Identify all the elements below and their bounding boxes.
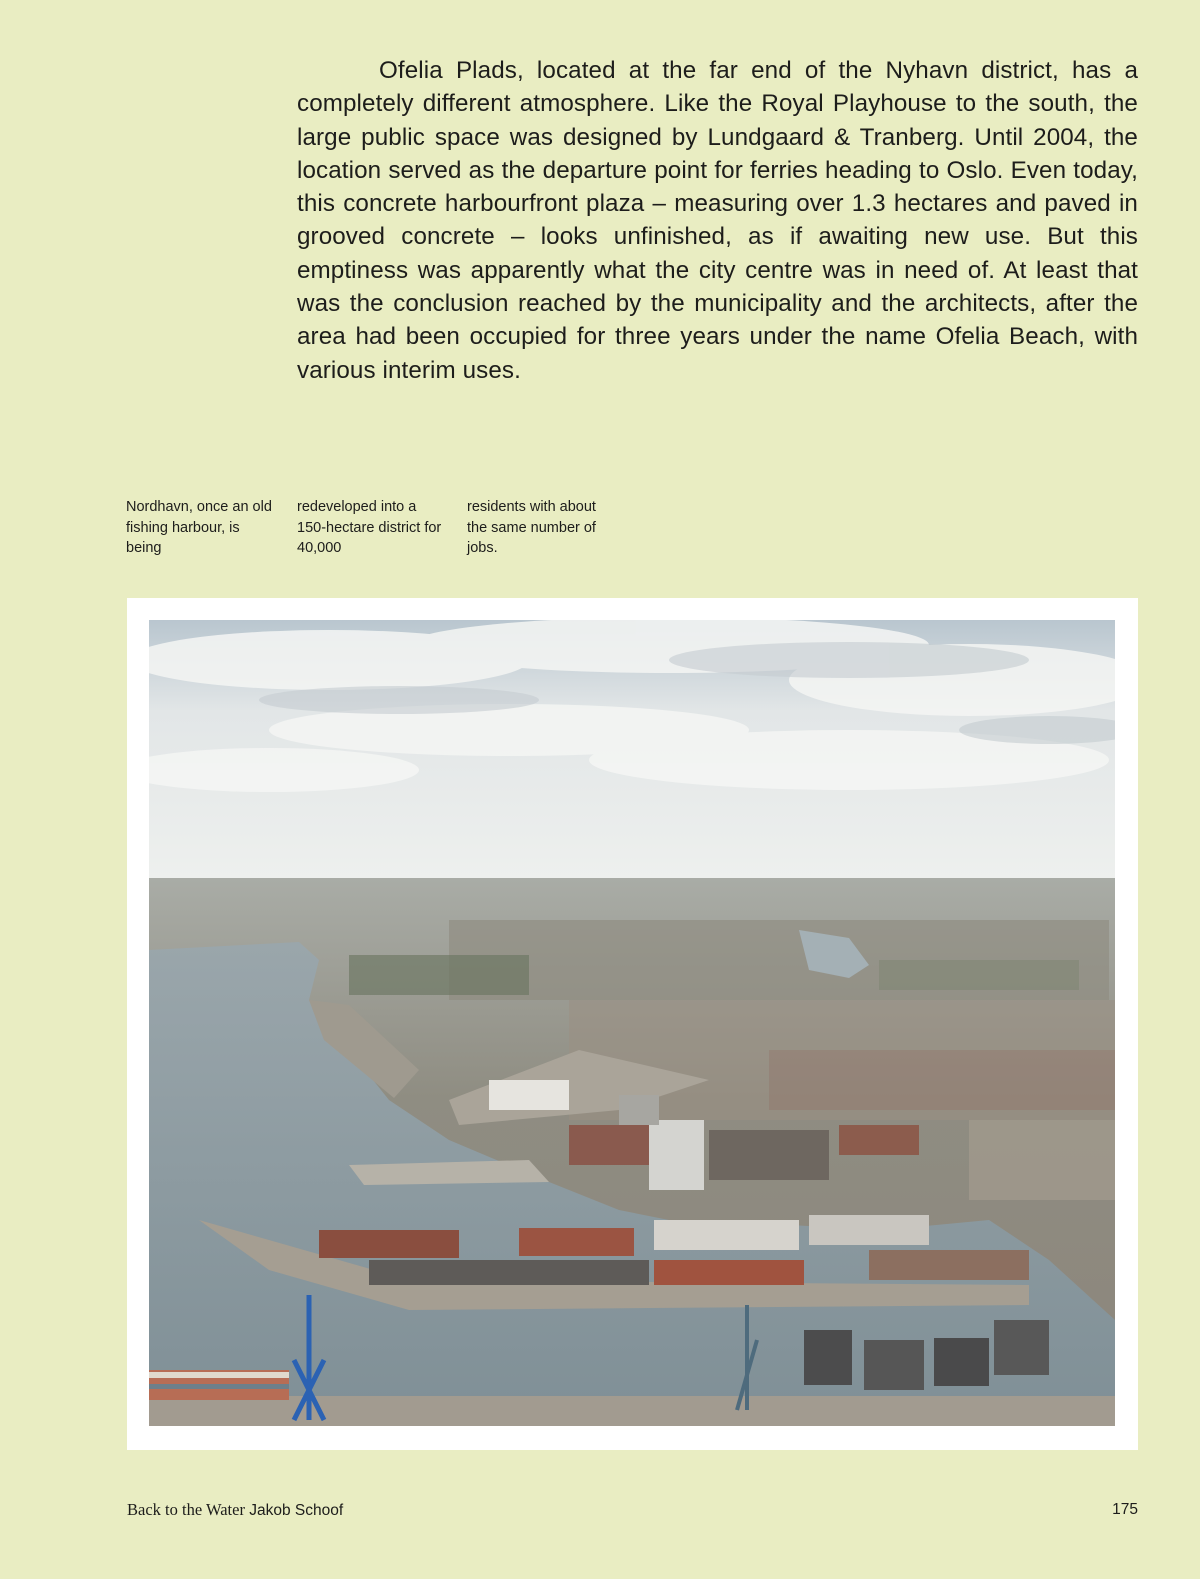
- photo-frame: [127, 598, 1138, 1450]
- running-footer: [127, 1500, 343, 1521]
- caption-column-3: residents with about the same number of jobs.: [467, 499, 596, 556]
- bottom-quay: [149, 1396, 1115, 1426]
- body-paragraph-text: Ofelia Plads, located at the far end of the Nyhavn district, has a completely different atmosphere. Like the Royal Playhouse to the south, the large public space was designed by Lundgaard & Tranberg. Until 2004, the location served as the departure point for ferries heading to Oslo. Even today, this concrete harbourfront plaza – measuring over 1.3 hectares and paved in grooved concrete – looks unfinished, as if awaiting new use. But this emptiness was apparently what the city centre was in need of. At least that was the conclusion reached by the municipality and the architects, after the area had been occupied for three years under the name Ofelia Beach, with various interim uses.: [297, 57, 1138, 384]
- page-number: 175: [1112, 1501, 1138, 1518]
- author-name: Jakob Schoof: [249, 1502, 344, 1519]
- caption-column-2: redeveloped into a 150-hectare district for 40,000: [297, 499, 442, 556]
- body-paragraph: [297, 54, 1138, 387]
- book-title: Back to the Water: [127, 1500, 245, 1519]
- caption-column-1: Nordhavn, once an old fishing harbour, is being: [126, 499, 272, 556]
- containers: [149, 1370, 289, 1400]
- aerial-photo-nordhavn: [149, 620, 1115, 1426]
